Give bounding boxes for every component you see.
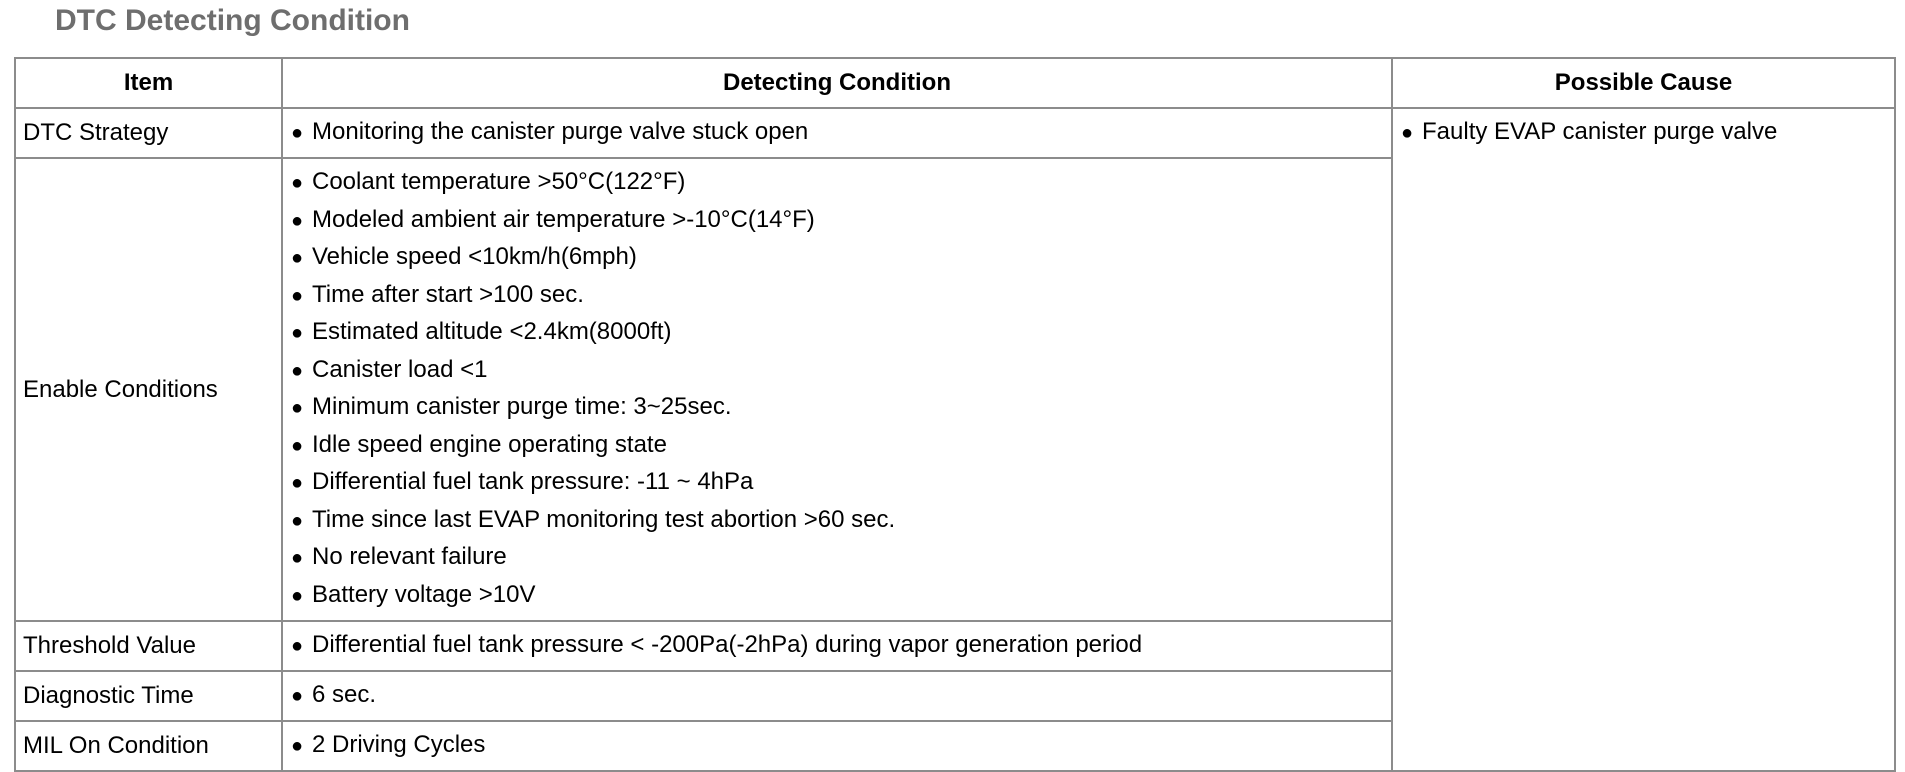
column-header-item: Item (15, 58, 282, 108)
item-cell: DTC Strategy (15, 108, 282, 158)
page-title: DTC Detecting Condition (55, 4, 410, 37)
condition-list (291, 727, 1383, 764)
bullet-icon: ● (1401, 122, 1414, 144)
bullet-icon: ● (291, 635, 304, 657)
condition-text: Time since last EVAP monitoring test abortion >60 sec. (312, 505, 896, 533)
condition-list (291, 677, 1383, 714)
condition-text: Minimum canister purge time: 3~25sec. (312, 393, 732, 420)
bullet-icon: ● (291, 397, 304, 419)
condition-item (291, 502, 1383, 540)
condition-text: Coolant temperature >50°C(122°F) (312, 168, 686, 195)
condition-cell (282, 671, 1392, 721)
condition-text: Monitoring the canister purge valve stuck open (312, 118, 809, 145)
condition-cell (282, 108, 1392, 158)
condition-text: 6 sec. (312, 681, 377, 708)
condition-text: Idle speed engine operating state (312, 430, 667, 458)
condition-item (291, 427, 1383, 465)
bullet-icon: ● (291, 247, 304, 269)
bullet-icon: ● (291, 434, 304, 457)
bullet-icon: ● (291, 509, 304, 532)
condition-text: Differential fuel tank pressure < -200Pa(-2hPa) during vapor generation period (312, 631, 1143, 658)
condition-text: Battery voltage >10V (312, 580, 536, 608)
dtc-condition-table (14, 57, 1896, 772)
bullet-icon: ● (291, 172, 304, 194)
bullet-icon: ● (291, 735, 304, 757)
condition-item (291, 352, 1383, 390)
column-header-possible-cause: Possible Cause (1392, 58, 1895, 108)
bullet-icon: ● (291, 584, 304, 607)
condition-item (291, 677, 1383, 714)
condition-list (291, 627, 1383, 664)
condition-text: Modeled ambient air temperature >-10°C(14°F) (312, 205, 815, 233)
condition-cell (282, 721, 1392, 771)
bullet-icon: ● (291, 472, 304, 494)
condition-text: Vehicle speed <10km/h(6mph) (312, 243, 637, 270)
bullet-icon: ● (291, 322, 304, 344)
condition-item (291, 114, 1383, 151)
condition-item (291, 464, 1383, 502)
bullet-icon: ● (291, 685, 304, 707)
cause-item (1401, 114, 1886, 151)
condition-list (291, 164, 1383, 614)
condition-cell (282, 158, 1392, 621)
bullet-icon: ● (291, 209, 304, 232)
condition-item (291, 727, 1383, 764)
condition-item (291, 277, 1383, 315)
condition-text: Estimated altitude <2.4km(8000ft) (312, 318, 672, 345)
condition-list (291, 114, 1383, 151)
condition-item (291, 627, 1383, 664)
bullet-icon: ● (291, 359, 304, 382)
item-cell: MIL On Condition (15, 721, 282, 771)
condition-text: Differential fuel tank pressure: -11 ~ 4hPa (312, 468, 754, 495)
possible-cause-cell (1392, 108, 1895, 771)
condition-item (291, 577, 1383, 615)
bullet-icon: ● (291, 547, 304, 569)
cause-text: Faulty EVAP canister purge valve (1422, 118, 1778, 145)
condition-item (291, 389, 1383, 427)
table-header-row (15, 58, 1895, 108)
condition-text: Time after start >100 sec. (312, 280, 584, 308)
item-cell: Enable Conditions (15, 158, 282, 621)
item-cell: Diagnostic Time (15, 671, 282, 721)
item-cell: Threshold Value (15, 621, 282, 671)
condition-item (291, 239, 1383, 277)
condition-item (291, 202, 1383, 240)
bullet-icon: ● (291, 122, 304, 144)
bullet-icon: ● (291, 284, 304, 307)
condition-item (291, 539, 1383, 577)
condition-cell (282, 621, 1392, 671)
condition-text: No relevant failure (312, 543, 507, 570)
condition-item (291, 164, 1383, 202)
condition-text: Canister load <1 (312, 355, 488, 383)
column-header-detecting-condition: Detecting Condition (282, 58, 1392, 108)
cause-list (1401, 114, 1886, 151)
condition-item (291, 314, 1383, 352)
condition-text: 2 Driving Cycles (312, 731, 486, 758)
table-row-dtc-strategy (15, 108, 1895, 158)
